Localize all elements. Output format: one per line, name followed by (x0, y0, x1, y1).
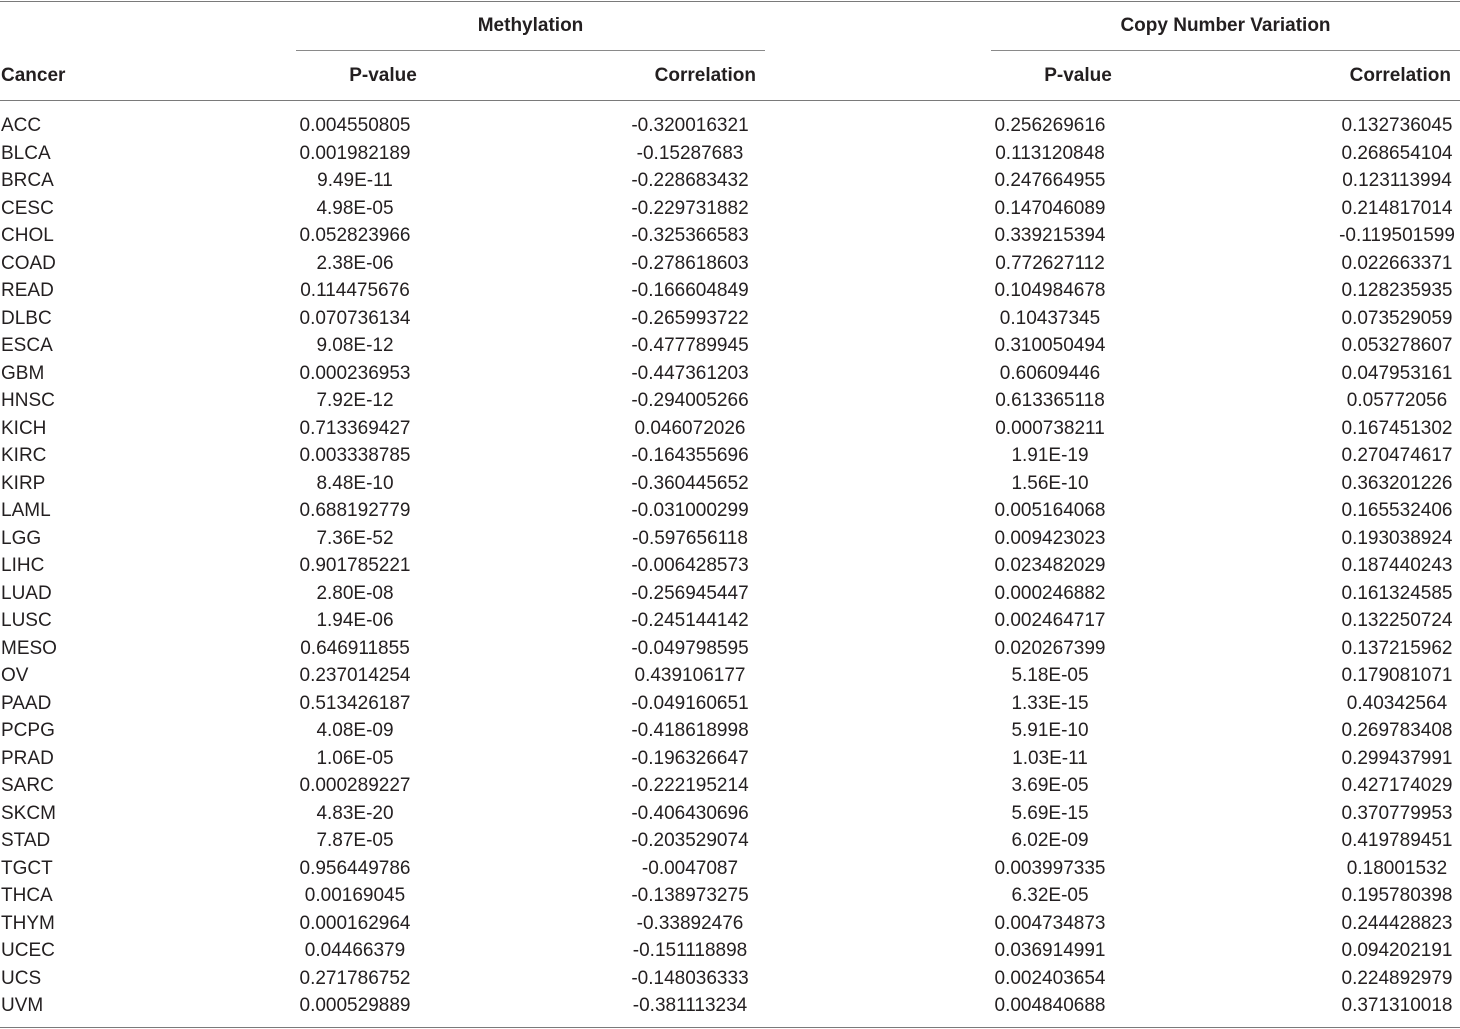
cancer-cell: KICH (1, 417, 47, 439)
table-row (0, 855, 1460, 883)
methylation-pvalue-cell: 0.646911855 (300, 637, 410, 659)
cnv-correlation-cell: 0.132736045 (1341, 115, 1453, 136)
methylation-pvalue-cell: 9.49E-11 (317, 170, 393, 191)
methylation-correlation-cell: -0.278618603 (631, 252, 749, 274)
cancer-cell: CESC (1, 197, 54, 219)
methylation-correlation-cell: 0.046072026 (634, 417, 746, 439)
cnv-correlation-cell: 0.224892979 (1341, 967, 1453, 989)
cnv-pvalue-cell: 0.256269616 (994, 115, 1106, 136)
methylation-pvalue-cell: 0.004550805 (299, 115, 411, 136)
methylation-pvalue-cell: 0.513426187 (299, 692, 411, 714)
cnv-correlation-cell: 0.18001532 (1346, 857, 1448, 879)
methylation-correlation-cell: -0.381113234 (632, 995, 748, 1016)
methylation-pvalue-cell: 7.92E-12 (316, 390, 394, 411)
cnv-correlation-cell: 0.40342564 (1346, 692, 1448, 714)
cnv-correlation-cell: 0.214817014 (1341, 197, 1453, 219)
methylation-pvalue-cell: 0.000236953 (299, 362, 411, 384)
cnv-pvalue-cell: 0.113120848 (995, 142, 1105, 164)
cnv-pvalue-cell: 0.003997335 (994, 857, 1106, 879)
methylation-pvalue-cell: 0.688192779 (299, 500, 411, 521)
cancer-cell: UVM (1, 995, 44, 1016)
methylation-pvalue-cell: 0.00169045 (304, 885, 406, 906)
cnv-pvalue-cell: 0.60609446 (999, 362, 1101, 384)
cancer-cell: KIRP (1, 472, 46, 494)
methylation-pvalue-cell: 0.04466379 (304, 940, 406, 961)
cancer-cell: MESO (1, 637, 57, 659)
table-row (0, 690, 1460, 718)
cancer-cell: LIHC (1, 555, 45, 576)
cnv-pvalue-cell: 1.33E-15 (1011, 692, 1089, 714)
cnv-correlation-cell: 0.195780398 (1341, 885, 1453, 906)
cnv-pvalue-cell: 0.002464717 (994, 610, 1106, 631)
methylation-pvalue-cell: 4.98E-05 (316, 197, 394, 219)
methylation-correlation-cell: -0.256945447 (631, 582, 749, 604)
methylation-correlation-cell: -0.222195214 (631, 775, 749, 796)
methylation-correlation-cell: -0.166604849 (631, 280, 749, 301)
cnv-pvalue-cell: 0.147046089 (994, 197, 1106, 219)
cnv-pvalue-cell: 0.002403654 (994, 967, 1106, 989)
cnv-pvalue-cell: 0.247664955 (994, 170, 1106, 191)
methylation-correlation-cell: -0.447361203 (631, 362, 749, 384)
cnv-pvalue-cell: 0.023482029 (994, 555, 1106, 576)
cnv-correlation-cell: 0.371310018 (1341, 995, 1453, 1016)
cnv-pvalue-cell: 0.310050494 (994, 335, 1106, 356)
cnv-pvalue-cell: 0.339215394 (994, 225, 1106, 246)
cnv-correlation-cell: 0.053278607 (1341, 335, 1453, 356)
table-row (0, 112, 1460, 140)
methylation-pvalue-cell: 2.38E-06 (316, 252, 394, 274)
cancer-cell: PCPG (1, 720, 55, 741)
table-row (0, 552, 1460, 580)
table-row (0, 250, 1460, 278)
cnv-pvalue-cell: 0.10437345 (999, 307, 1101, 329)
methylation-correlation-cell: -0.418618998 (631, 720, 749, 741)
cnv-pvalue-cell: 0.772627112 (995, 252, 1105, 274)
table-row (0, 910, 1460, 938)
cnv-correlation-cell: 0.179081071 (1341, 665, 1453, 686)
methylation-correlation-cell: -0.360445652 (631, 472, 749, 494)
cancer-cell: LUAD (1, 582, 52, 604)
table-row (0, 305, 1460, 333)
methylation-pvalue-cell: 0.070736134 (299, 307, 411, 329)
methylation-correlation-cell: -0.006428573 (631, 555, 749, 576)
cancer-cell: THYM (1, 912, 55, 934)
cnv-correlation-cell: 0.047953161 (1341, 362, 1453, 384)
table-row (0, 965, 1460, 993)
cnv-correlation-cell: 0.022663371 (1341, 252, 1453, 274)
cnv-correlation-cell: 0.419789451 (1341, 830, 1453, 851)
table-bottom-rule (0, 1027, 1460, 1028)
methylation-pvalue-cell: 0.901785221 (299, 555, 411, 576)
cnv-correlation-cell: 0.137215962 (1341, 637, 1453, 659)
methylation-correlation-cell: -0.477789945 (631, 335, 749, 356)
cnv-group-header: Copy Number Variation (1120, 15, 1331, 36)
methylation-pvalue-cell: 0.001982189 (299, 142, 411, 164)
methylation-pvalue-cell: 2.80E-08 (316, 582, 394, 604)
methylation-pvalue-cell: 1.94E-06 (316, 610, 394, 631)
cnv-pvalue-cell: 5.18E-05 (1011, 665, 1089, 686)
cancer-cell: READ (1, 280, 54, 301)
methylation-pvalue-cell: 0.271786752 (299, 967, 411, 989)
cnv-correlation-cell: 0.05772056 (1346, 390, 1448, 411)
cnv-correlation-cell: -0.119501599 (1339, 225, 1455, 246)
methylation-correlation-cell: -0.245144142 (631, 610, 749, 631)
table-row (0, 167, 1460, 195)
cnv-correlation-cell: 0.132250724 (1341, 610, 1453, 631)
methylation-correlation-cell: -0.049160651 (631, 692, 749, 714)
methylation-pvalue-cell: 9.08E-12 (316, 335, 394, 356)
table-row (0, 195, 1460, 223)
cnv-correlation-cell: 0.427174029 (1341, 775, 1453, 796)
cnv-pvalue-cell: 1.91E-19 (1011, 445, 1089, 466)
cancer-cell: HNSC (1, 390, 55, 411)
methylation-pvalue-cell: 7.36E-52 (316, 527, 394, 549)
table-row (0, 525, 1460, 553)
table-row (0, 745, 1460, 773)
methylation-pvalue-cell: 0.114475676 (300, 280, 410, 301)
cnv-correlation-cell: 0.165532406 (1341, 500, 1453, 521)
table-row (0, 827, 1460, 855)
methylation-correlation-cell: -0.138973275 (631, 885, 749, 906)
cancer-cell: GBM (1, 362, 45, 384)
cancer-cell: BRCA (1, 170, 54, 191)
cancer-cell: ESCA (1, 335, 53, 356)
methylation-pvalue-cell: 0.956449786 (299, 857, 411, 879)
methylation-group-rule (296, 50, 765, 51)
table-row (0, 607, 1460, 635)
cancer-cell: BLCA (1, 142, 51, 164)
methylation-correlation-cell: -0.0047087 (641, 857, 739, 879)
table-row (0, 882, 1460, 910)
cancer-cell: KIRC (1, 445, 47, 466)
table-row (0, 497, 1460, 525)
cnv-correlation-cell: 0.073529059 (1341, 307, 1453, 329)
cnv-correlation-cell: 0.244428823 (1341, 912, 1453, 934)
cnv-pvalue-cell: 6.32E-05 (1011, 885, 1089, 906)
methylation-correlation-cell: -0.294005266 (631, 390, 749, 411)
methylation-correlation-cell: -0.406430696 (631, 802, 749, 824)
cnv-pvalue-cell: 0.005164068 (994, 500, 1106, 521)
methylation-correlation-cell: -0.33892476 (636, 912, 744, 934)
methylation-pvalue-cell: 0.237014254 (299, 665, 411, 686)
table-row (0, 992, 1460, 1020)
cnv-pvalue-cell: 0.009423023 (994, 527, 1106, 549)
methylation-correlation-cell: -0.196326647 (631, 747, 749, 769)
table-row (0, 580, 1460, 608)
header-rule (0, 100, 1460, 101)
cancer-cell: SKCM (1, 802, 56, 824)
cnv-correlation-cell: 0.161324585 (1341, 582, 1453, 604)
methylation-pvalue-cell: 7.87E-05 (316, 830, 394, 851)
cnv-pvalue-cell: 6.02E-09 (1011, 830, 1089, 851)
table-row (0, 332, 1460, 360)
methylation-pvalue-cell: 0.000289227 (299, 775, 411, 796)
cnv-correlation-cell: 0.270474617 (1341, 445, 1453, 466)
cancer-cell: UCS (1, 967, 42, 989)
cancer-cell: THCA (1, 885, 53, 906)
cnv-correlation-cell: 0.094202191 (1341, 940, 1453, 961)
cnv-pvalue-cell: 0.613365118 (995, 390, 1105, 411)
methylation-pvalue-cell: 4.83E-20 (316, 802, 394, 824)
cnv-correlation-cell: 0.299437991 (1341, 747, 1453, 769)
cnv-correlation-cell: 0.268654104 (1341, 142, 1453, 164)
column-header-methylation-pvalue: P-value (349, 65, 417, 86)
cancer-cell: SARC (1, 775, 54, 796)
table-row (0, 772, 1460, 800)
cnv-pvalue-cell: 1.56E-10 (1011, 472, 1089, 494)
table-row (0, 277, 1460, 305)
methylation-pvalue-cell: 1.06E-05 (316, 747, 394, 769)
methylation-pvalue-cell: 0.003338785 (299, 445, 411, 466)
cancer-cell: ACC (1, 115, 42, 136)
cancer-cell: PRAD (1, 747, 54, 769)
methylation-pvalue-cell: 0.000162964 (299, 912, 411, 934)
cancer-cell: DLBC (1, 307, 52, 329)
table-body (0, 112, 1460, 1020)
cnv-correlation-cell: 0.187440243 (1341, 555, 1453, 576)
cnv-pvalue-cell: 0.000738211 (995, 417, 1105, 439)
cnv-correlation-cell: 0.193038924 (1341, 527, 1453, 549)
cnv-pvalue-cell: 0.104984678 (994, 280, 1106, 301)
cancer-cell: LUSC (1, 610, 52, 631)
cnv-pvalue-cell: 0.004734873 (994, 912, 1106, 934)
methylation-correlation-cell: -0.148036333 (631, 967, 749, 989)
cancer-cell: OV (1, 665, 29, 686)
table-row (0, 800, 1460, 828)
methylation-correlation-cell: -0.320016321 (631, 115, 749, 136)
cnv-pvalue-cell: 0.036914991 (994, 940, 1106, 961)
table-row (0, 635, 1460, 663)
methylation-correlation-cell: -0.151118898 (632, 940, 748, 961)
methylation-correlation-cell: -0.597656118 (632, 527, 748, 549)
cnv-correlation-cell: 0.123113994 (1342, 170, 1452, 191)
methylation-pvalue-cell: 4.08E-09 (316, 720, 394, 741)
cancer-cell: COAD (1, 252, 56, 274)
cnv-pvalue-cell: 3.69E-05 (1011, 775, 1089, 796)
table-row (0, 140, 1460, 168)
table-top-rule (0, 1, 1460, 2)
methylation-correlation-cell: -0.203529074 (631, 830, 749, 851)
cnv-pvalue-cell: 0.000246882 (994, 582, 1106, 604)
table-row (0, 360, 1460, 388)
methylation-group-header: Methylation (477, 15, 584, 36)
table-row (0, 662, 1460, 690)
cnv-pvalue-cell: 0.004840688 (994, 995, 1106, 1016)
table-row (0, 442, 1460, 470)
cnv-pvalue-cell: 1.03E-11 (1012, 747, 1088, 769)
table-row (0, 937, 1460, 965)
cnv-correlation-cell: 0.269783408 (1341, 720, 1453, 741)
table-row (0, 470, 1460, 498)
column-header-cancer: Cancer (1, 65, 66, 86)
table-row (0, 717, 1460, 745)
table-row (0, 387, 1460, 415)
cancer-cell: PAAD (1, 692, 52, 714)
methylation-correlation-cell: -0.15287683 (636, 142, 744, 164)
cancer-cell: LAML (1, 500, 51, 521)
methylation-correlation-cell: -0.325366583 (631, 225, 749, 246)
cancer-cell: TGCT (1, 857, 53, 879)
cancer-cell: UCEC (1, 940, 55, 961)
cnv-correlation-cell: 0.167451302 (1341, 417, 1453, 439)
table-row (0, 415, 1460, 443)
table-row (0, 222, 1460, 250)
methylation-correlation-cell: -0.049798595 (631, 637, 749, 659)
column-header-methylation-correlation: Correlation (654, 65, 756, 86)
column-header-cnv-pvalue: P-value (1044, 65, 1112, 86)
methylation-pvalue-cell: 0.000529889 (299, 995, 411, 1016)
cancer-cell: STAD (1, 830, 51, 851)
methylation-pvalue-cell: 0.052823966 (299, 225, 411, 246)
cnv-correlation-cell: 0.128235935 (1341, 280, 1453, 301)
methylation-correlation-cell: -0.164355696 (631, 445, 749, 466)
cnv-correlation-cell: 0.363201226 (1341, 472, 1453, 494)
methylation-correlation-cell: 0.439106177 (634, 665, 746, 686)
cnv-pvalue-cell: 5.91E-10 (1011, 720, 1089, 741)
methylation-pvalue-cell: 0.713369427 (299, 417, 411, 439)
methylation-correlation-cell: -0.031000299 (631, 500, 749, 521)
cancer-cell: LGG (1, 527, 42, 549)
methylation-correlation-cell: -0.265993722 (631, 307, 749, 329)
cnv-pvalue-cell: 5.69E-15 (1011, 802, 1089, 824)
methylation-pvalue-cell: 8.48E-10 (316, 472, 394, 494)
cnv-correlation-cell: 0.370779953 (1341, 802, 1453, 824)
cnv-pvalue-cell: 0.020267399 (994, 637, 1106, 659)
methylation-correlation-cell: -0.228683432 (631, 170, 749, 191)
column-header-cnv-correlation: Correlation (1349, 65, 1451, 86)
cnv-group-rule (991, 50, 1460, 51)
methylation-correlation-cell: -0.229731882 (631, 197, 749, 219)
cancer-cell: CHOL (1, 225, 54, 246)
